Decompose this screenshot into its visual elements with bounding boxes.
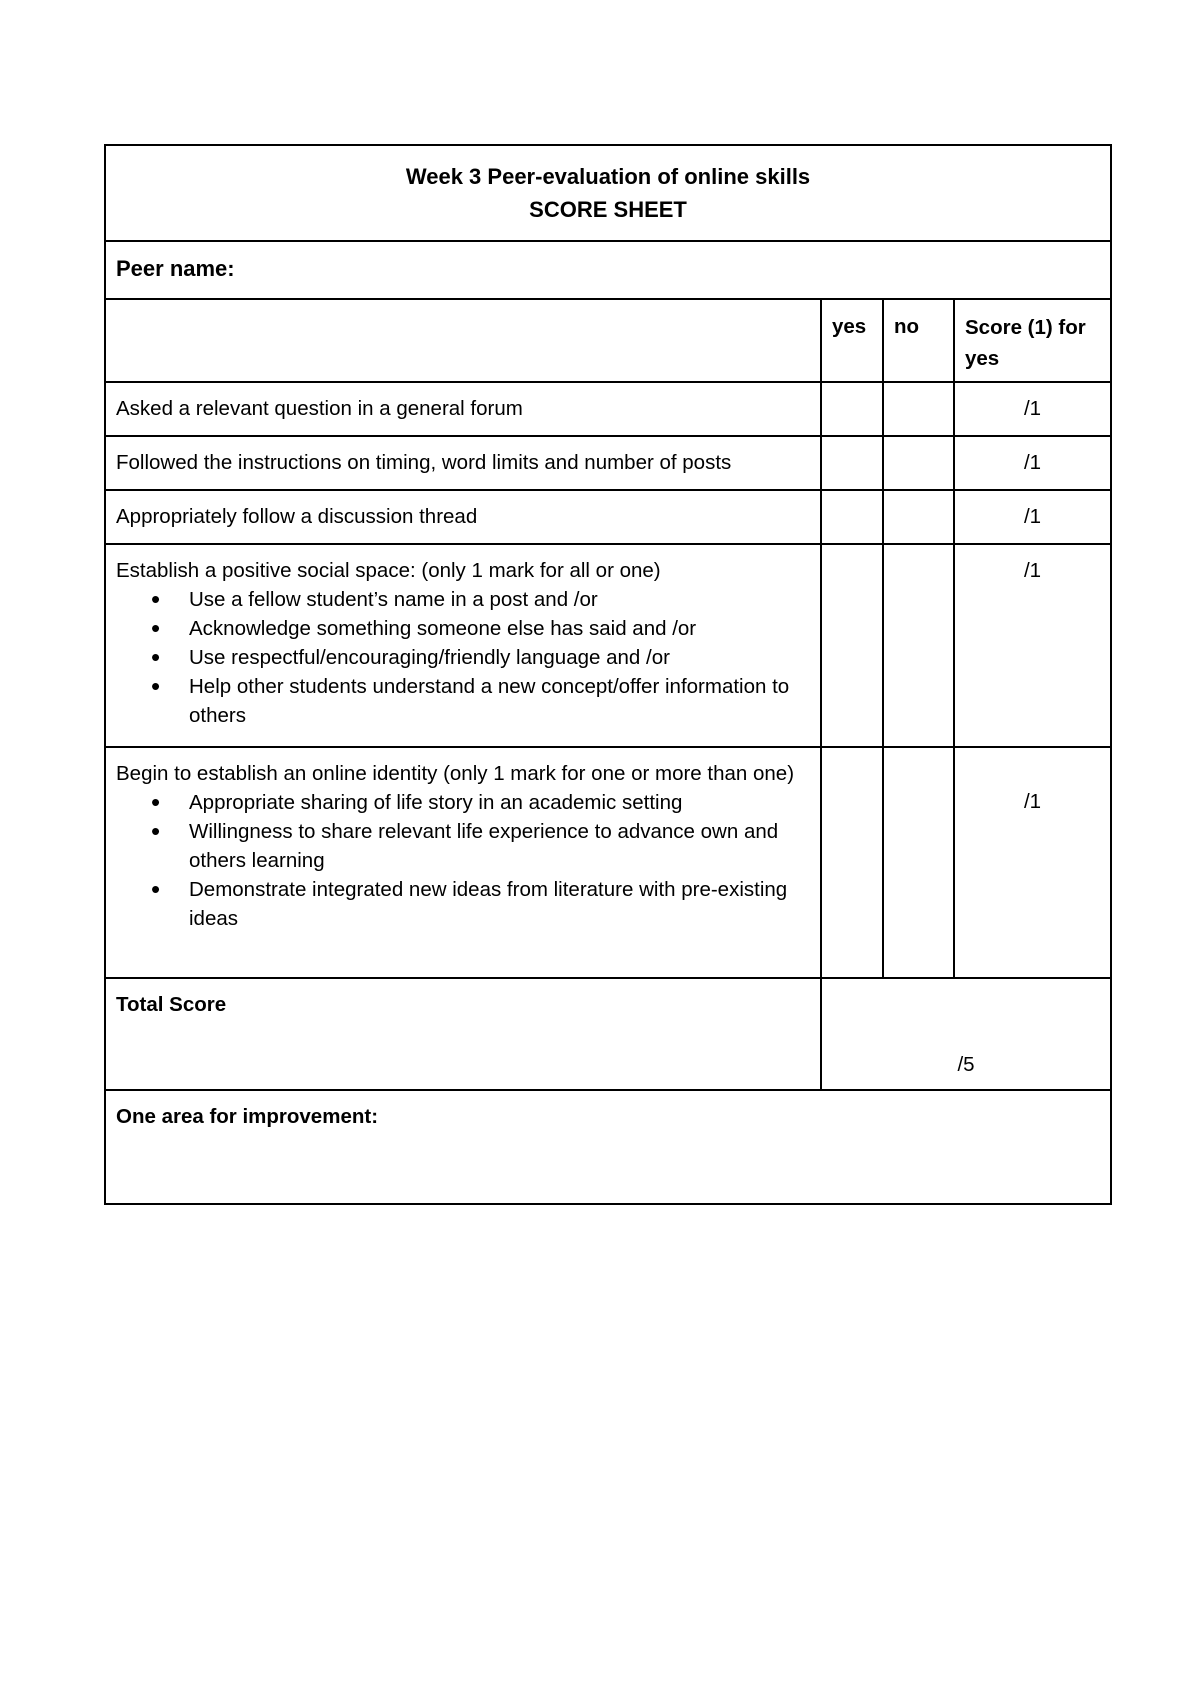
no-checkbox-cell[interactable] bbox=[883, 436, 954, 490]
yes-checkbox-cell[interactable] bbox=[821, 382, 883, 436]
criterion-score: /1 bbox=[954, 382, 1111, 436]
criterion-score: /1 bbox=[954, 544, 1111, 747]
criterion-row bbox=[105, 544, 1111, 747]
bullet-item: • Demonstrate integrated new ideas from literature with pre-existing ideas bbox=[189, 875, 810, 933]
criterion-score: /1 bbox=[954, 490, 1111, 544]
sheet-title: Week 3 Peer-evaluation of online skills bbox=[405, 164, 811, 189]
criteria-header-blank bbox=[105, 299, 821, 382]
criterion-text: Establish a positive social space: (only 1 mark for all or one) bbox=[116, 559, 661, 582]
bullet-item: • Use a fellow student’s name in a post and /or bbox=[189, 585, 810, 614]
peer-name-label: Peer name: bbox=[116, 256, 235, 281]
yes-checkbox-cell[interactable] bbox=[821, 490, 883, 544]
improvement-label: One area for improvement: bbox=[116, 1105, 379, 1128]
yes-checkbox-cell[interactable] bbox=[821, 544, 883, 747]
improvement-row bbox=[105, 1090, 1111, 1204]
criterion-row bbox=[105, 490, 1111, 544]
no-checkbox-cell[interactable] bbox=[883, 382, 954, 436]
criterion-score: /1 bbox=[954, 436, 1111, 490]
criterion-row bbox=[105, 382, 1111, 436]
yes-checkbox-cell[interactable] bbox=[821, 747, 883, 978]
total-score-row bbox=[105, 978, 1111, 1090]
total-score-value[interactable]: /5 bbox=[821, 978, 1111, 1090]
bullet-item: • Acknowledge something someone else has said and /or bbox=[189, 614, 810, 643]
criterion-text: Appropriately follow a discussion thread bbox=[105, 490, 821, 544]
criterion-bullet-list bbox=[116, 585, 810, 730]
no-checkbox-cell[interactable] bbox=[883, 747, 954, 978]
score-column-header: Score (1) for yes bbox=[954, 299, 1111, 382]
criterion-row bbox=[105, 747, 1111, 978]
criterion-text: Asked a relevant question in a general forum bbox=[105, 382, 821, 436]
score-sheet-table bbox=[104, 144, 1112, 1205]
sheet-subtitle: SCORE SHEET bbox=[529, 197, 687, 222]
criterion-score: /1 bbox=[954, 747, 1111, 978]
no-checkbox-cell[interactable] bbox=[883, 490, 954, 544]
peer-name-field[interactable] bbox=[105, 241, 1111, 299]
total-score-label: Total Score bbox=[105, 978, 821, 1090]
no-checkbox-cell[interactable] bbox=[883, 544, 954, 747]
criterion-cell bbox=[105, 544, 821, 747]
criterion-row bbox=[105, 436, 1111, 490]
yes-column-header: yes bbox=[821, 299, 883, 382]
bullet-item: • Use respectful/encouraging/friendly language and /or bbox=[189, 643, 810, 672]
criterion-text: Begin to establish an online identity (only 1 mark for one or more than one) bbox=[116, 762, 795, 785]
criterion-text: Followed the instructions on timing, word limits and number of posts bbox=[105, 436, 821, 490]
yes-checkbox-cell[interactable] bbox=[821, 436, 883, 490]
criterion-bullet-list bbox=[116, 788, 810, 933]
criterion-cell bbox=[105, 747, 821, 978]
improvement-field[interactable] bbox=[105, 1090, 1111, 1204]
bullet-item: • Help other students understand a new concept/offer information to others bbox=[189, 672, 810, 730]
column-header-row bbox=[105, 299, 1111, 382]
sheet-title-cell bbox=[105, 145, 1111, 241]
bullet-item: • Appropriate sharing of life story in an academic setting bbox=[189, 788, 810, 817]
no-column-header: no bbox=[883, 299, 954, 382]
bullet-item: • Willingness to share relevant life experience to advance own and others learning bbox=[189, 817, 810, 875]
